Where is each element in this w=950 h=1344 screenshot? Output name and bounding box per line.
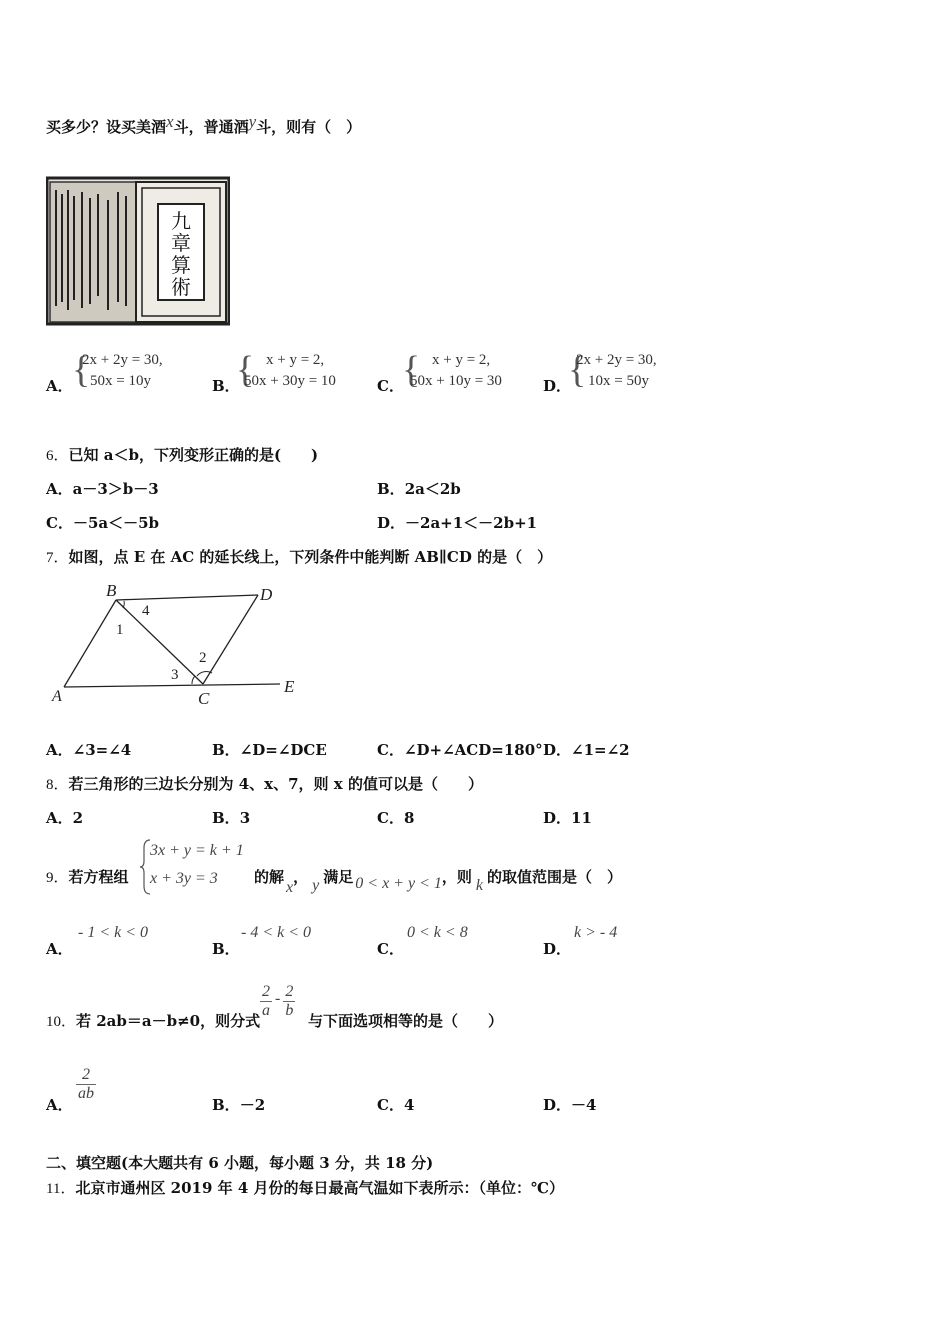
q7-option-a[interactable] — [46, 739, 131, 760]
q9-stem-part-b: 的解 — [254, 868, 285, 886]
book-title: 九章算術 — [171, 209, 191, 299]
option-label: D． — [543, 741, 572, 759]
q5-option-c[interactable]: { x + y = 2, 50x + 10y = 30 — [402, 349, 502, 391]
q10-option-a-fraction — [76, 1066, 96, 1103]
q7-figure — [46, 580, 306, 710]
q7-stem — [46, 546, 552, 567]
q6-option-c[interactable] — [46, 512, 159, 533]
q10-fraction-expr — [260, 983, 295, 1020]
q10-option-d[interactable] — [543, 1094, 596, 1115]
option-text: 11 — [571, 809, 592, 827]
fraction-denominator: ab — [78, 1085, 94, 1102]
option-text: 2 — [72, 809, 84, 827]
q8-number: 8． — [46, 777, 69, 793]
q8-stem — [46, 773, 483, 794]
option-text: －5a＜－5b — [72, 514, 160, 532]
option-text: －4 — [571, 1096, 597, 1114]
q9-option-d[interactable]: k > - 4 — [574, 924, 618, 941]
q9-option-b[interactable]: - 4 < k < 0 — [241, 924, 312, 941]
label-angle-2: 2 — [199, 650, 207, 666]
label-d: D — [260, 585, 273, 604]
q6-option-a[interactable] — [46, 478, 159, 499]
q9-eq1: 3x + y = k + 1 — [150, 842, 244, 859]
q9-stem-part-e: 的取值范围是（ ） — [486, 868, 622, 886]
q5-var-x: x — [166, 112, 174, 131]
option-text: －2a+1＜－2b+1 — [405, 514, 538, 532]
q9-stem-part-d: ，则 — [441, 868, 472, 886]
book-photo — [46, 176, 230, 326]
q10-number: 10． — [46, 1014, 77, 1030]
q9-var-k: k — [475, 877, 483, 894]
option-label: D． — [543, 1096, 572, 1114]
option-label: D． — [543, 809, 572, 827]
q7-stem-text: 如图，点 E 在 AC 的延长线上，下列条件中能判断 AB∥CD 的是（ ） — [68, 548, 553, 566]
q10-option-a-label: A． — [46, 1096, 73, 1114]
label-angle-3: 3 — [171, 667, 179, 683]
q7-option-b[interactable] — [212, 739, 327, 760]
option-label: B． — [212, 741, 240, 759]
q10-option-c[interactable] — [377, 1094, 414, 1115]
q9-stem-rest — [254, 866, 622, 896]
option-label: B． — [212, 809, 240, 827]
q9-condition: 0 < x + y < 1 — [355, 875, 442, 892]
q5-stem — [46, 112, 362, 137]
option-text: ∠D+∠ACD=180° — [403, 741, 543, 759]
q5-option-d-line2: 10x = 50y — [588, 373, 649, 389]
q11-stem-text: 北京市通州区 2019 年 4 月份的每日最高气温如下表所示：（单位：℃） — [75, 1179, 565, 1197]
option-text: 8 — [403, 809, 415, 827]
q7-number: 7． — [46, 550, 69, 566]
q8-option-d[interactable] — [543, 807, 592, 828]
option-label: B． — [377, 480, 405, 498]
q9-stem-part-c: 满足 — [323, 868, 354, 886]
q8-option-b[interactable] — [212, 807, 250, 828]
angle-3-arc — [192, 676, 195, 684]
option-text: ∠3=∠4 — [72, 741, 132, 759]
label-e: E — [284, 677, 295, 696]
q5-option-d-label: D． — [543, 377, 572, 395]
q9-number: 9． — [46, 870, 69, 886]
q7-option-c[interactable] — [377, 739, 543, 760]
q9-option-c-label: C． — [377, 940, 404, 958]
q5-var-y: y — [248, 112, 257, 131]
option-label: C． — [46, 514, 73, 532]
section-2-heading: 二、填空题(本大题共有 6 小题，每小题 3 分，共 18 分) — [46, 1154, 434, 1172]
option-label: C． — [377, 741, 404, 759]
q7-option-d[interactable] — [543, 739, 630, 760]
option-text: －2 — [239, 1096, 266, 1114]
q5-option-a-line2: 50x = 10y — [90, 373, 151, 389]
q9-var-y: y — [312, 877, 320, 894]
label-b: B — [106, 581, 117, 600]
q6-option-d[interactable] — [377, 512, 537, 533]
fraction-numerator: 2 — [76, 1066, 96, 1085]
q6-stem-text: 已知 a＜b，下列变形正确的是( ) — [68, 446, 319, 464]
segment-ae — [64, 684, 280, 687]
option-label: A． — [46, 480, 73, 498]
q11-stem — [46, 1177, 564, 1198]
q9-var-x: x — [286, 879, 294, 896]
option-label: A． — [46, 741, 73, 759]
q9-option-d-label: D． — [543, 940, 572, 958]
q5-option-c-line1: x + y = 2, — [432, 352, 491, 368]
q10-option-a[interactable] — [76, 1066, 96, 1103]
q9-eq2: x + 3y = 3 — [150, 870, 218, 887]
q8-option-c[interactable] — [377, 807, 414, 828]
q5-option-c-line2: 50x + 10y = 30 — [410, 373, 502, 389]
fraction-denominator: a — [262, 1002, 270, 1019]
q10-minus: - — [275, 990, 281, 1007]
q5-option-c-label: C． — [377, 377, 404, 395]
q10-stem-start — [46, 1010, 260, 1031]
q5-option-a-label: A． — [46, 377, 73, 395]
q6-stem — [46, 444, 318, 465]
segment-bc — [116, 600, 203, 684]
fraction-numerator: 2 — [285, 983, 294, 1000]
segment-bd — [116, 595, 258, 600]
q5-option-a-line1: 2x + 2y = 30, — [82, 352, 163, 368]
q5-stem-part-c: 斗，则有（ ） — [256, 118, 362, 136]
option-label: C． — [377, 809, 404, 827]
q5-option-b[interactable]: { x + y = 2, 50x + 30y = 10 — [236, 349, 336, 391]
q5-option-b-line2: 50x + 30y = 10 — [244, 373, 336, 389]
q5-option-b-label: B． — [212, 377, 240, 395]
option-label: C． — [377, 1096, 404, 1114]
q9-option-a[interactable]: - 1 < k < 0 — [78, 924, 149, 941]
q9-system — [140, 838, 250, 896]
label-a: A — [52, 688, 62, 705]
option-label: D． — [377, 514, 406, 532]
q9-separator: ， — [293, 868, 309, 886]
q11-number: 11． — [46, 1181, 76, 1197]
option-text: a－3＞b－3 — [72, 480, 159, 498]
q5-option-d-line1: 2x + 2y = 30, — [576, 352, 657, 368]
fraction-numerator: 2 — [262, 983, 270, 1000]
q5-stem-part-b: 斗，普通酒 — [173, 118, 249, 136]
q10-stem-end: 与下面选项相等的是（ ） — [308, 1012, 504, 1030]
option-label: B． — [212, 1096, 240, 1114]
q9-stem-start — [46, 866, 129, 887]
q10-fraction-1 — [260, 983, 272, 1020]
q9-option-c[interactable]: 0 < k < 8 — [407, 924, 468, 941]
q5-option-a[interactable]: { 2x + 2y = 30, 50x = 10y — [72, 349, 163, 391]
fraction-denominator: b — [285, 1002, 294, 1019]
q9-option-b-label: B． — [212, 940, 240, 958]
option-text: ∠D=∠DCE — [239, 741, 327, 759]
q6-option-b[interactable] — [377, 478, 461, 499]
option-text: 4 — [403, 1096, 415, 1114]
option-text: 3 — [239, 809, 251, 827]
q10-fraction-2 — [283, 983, 295, 1020]
q10-option-b[interactable] — [212, 1094, 265, 1115]
option-text: ∠1=∠2 — [571, 741, 630, 759]
segment-dc — [203, 595, 258, 684]
label-angle-4: 4 — [142, 603, 150, 619]
option-text: 2a＜2b — [404, 480, 461, 498]
label-c: C — [198, 689, 210, 708]
label-angle-1: 1 — [116, 622, 124, 638]
q5-option-b-line1: x + y = 2, — [266, 352, 325, 368]
q8-option-a[interactable] — [46, 807, 83, 828]
option-label: A． — [46, 809, 73, 827]
q9-option-a-label: A． — [46, 940, 73, 958]
q10-stem-part-a: 若 2ab＝a－b≠0，则分式 — [76, 1012, 261, 1030]
q6-number: 6． — [46, 448, 69, 464]
q5-option-d[interactable]: { 2x + 2y = 30, 10x = 50y — [568, 349, 657, 391]
segment-ab — [64, 600, 116, 687]
q8-stem-text: 若三角形的三边长分别为 4、x、7，则 x 的值可以是（ ） — [68, 775, 483, 793]
q5-stem-part-a: 买多少？设买美酒 — [46, 118, 167, 136]
q9-stem-part-a: 若方程组 — [68, 868, 129, 886]
